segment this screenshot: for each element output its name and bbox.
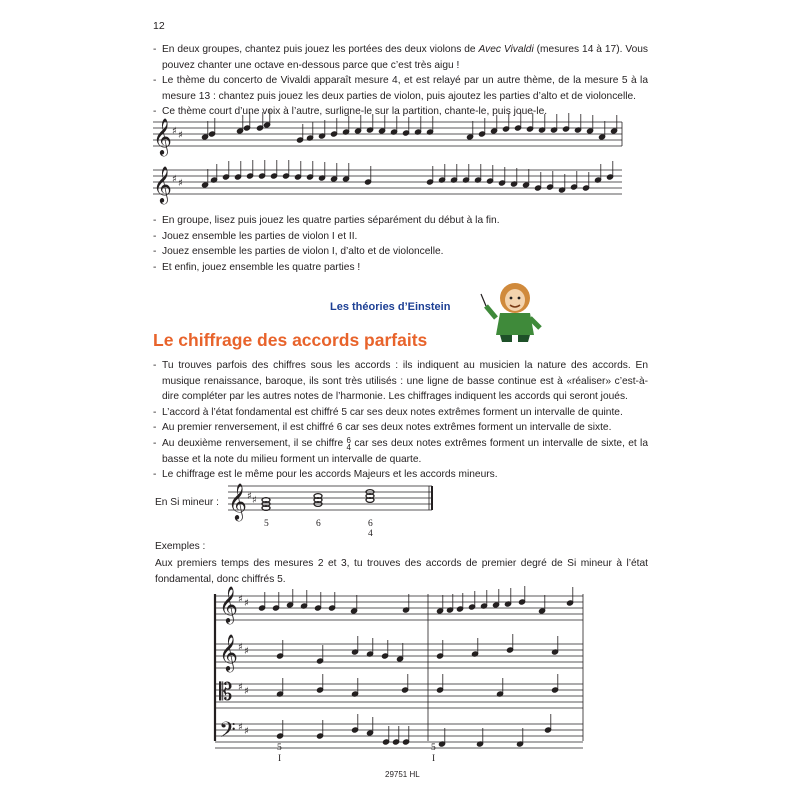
sharp-icon: ♯ — [244, 686, 249, 697]
bullet-text: - En groupe, lisez puis jouez les quatre parties séparément du début à la fin. — [162, 215, 500, 226]
bullet-text: - Le thème du concerto de Vivaldi apparaît mesure 4, et est relayé par un autre thème, de la mesure 5 à la — [162, 75, 648, 87]
bullet-text: - Et enfin, jouez ensemble les quatre parties ! — [162, 261, 361, 273]
body — [496, 313, 534, 335]
bullet-text: pouvez chanter une octave en-dessous parce que c’est très aigu ! — [162, 59, 460, 71]
sharp-icon: ♯ — [238, 682, 243, 693]
italic-title: Avec Vivaldi — [478, 44, 534, 55]
score-figure-number: 5 — [277, 743, 282, 753]
sharp-icon: ♯ — [244, 646, 249, 657]
treble-clef-icon: 𝄞 — [153, 165, 172, 203]
sharp-icon: ♯ — [244, 726, 249, 737]
fraction-bottom: 4 — [346, 442, 351, 452]
bullet-text: - Au premier renversement, il est chiffré 6 car ses deux notes extrêmes forment un intervalle de sixte. — [162, 422, 612, 434]
bass-clef-icon: 𝄢 — [219, 718, 236, 748]
fraction-top: 6 — [346, 435, 351, 445]
bullet-text: - Le chiffrage est le même pour les accords Majeurs et les accords mineurs. — [162, 469, 498, 481]
bullet-text: En deux groupes, chantez puis jouez les portées des deux violons de — [162, 44, 479, 55]
treble-clef-icon: 𝄞 — [153, 117, 172, 155]
section-title: Le chiffrage des accords parfaits — [153, 330, 428, 350]
footer-code: 29751 HL — [385, 770, 420, 779]
einstein-cartoon-icon — [481, 283, 540, 342]
chord-figure: 6 — [368, 519, 373, 529]
chord-figure: 5 — [264, 519, 269, 529]
treble-clef-icon: 𝄞 — [219, 585, 238, 623]
sharp-icon: ♯ — [252, 495, 257, 506]
bullet-text: - Jouez ensemble les parties de violon I et II. — [162, 230, 358, 242]
staff-score-lines — [215, 596, 583, 748]
bullet-text: dire compléter par les autres notes de l’harmonie. Les chiffrages indiquent les accords qui seront joués. — [162, 391, 628, 403]
alto-clef-icon: 𝄡 — [219, 678, 233, 706]
einstein-label: Les théories d’Einstein — [330, 301, 451, 313]
baton — [481, 294, 486, 306]
staff-1-lines — [153, 122, 622, 146]
bullet-text: - Jouez ensemble les parties de violon I, d’alto et de violoncelle. — [162, 246, 444, 258]
bullet-text: musique renaissance, baroque, ils sont très utilisés : une ligne de basse continue est à «réaliser» c’est-à- — [162, 375, 648, 387]
sharp-icon: ♯ — [172, 174, 177, 185]
bullet-text: car ses deux notes extrêmes forment un intervalle de sixte, et la — [351, 437, 648, 449]
sharp-icon: ♯ — [172, 126, 177, 137]
sharp-icon: ♯ — [238, 642, 243, 653]
chord-figure: 4 — [368, 529, 373, 539]
bullet-text: Au deuxième renversement, il se chiffre — [162, 437, 347, 449]
chord-figure: 6 — [316, 519, 321, 529]
clefs-group — [153, 117, 247, 748]
page-number: 12 — [153, 20, 165, 32]
sharp-icon: ♯ — [244, 598, 249, 609]
score-figure-roman: I — [432, 754, 436, 764]
score-structure — [215, 122, 622, 741]
score-figure-roman: I — [278, 754, 282, 764]
en-si-mineur-label: En Si mineur : — [155, 497, 219, 508]
bullet-text: basse et la note du milieu forment un intervalle de quarte. — [162, 453, 422, 465]
bullet-text: (mesures 14 à 17). Vous — [533, 44, 648, 55]
sharp-icon: ♯ — [247, 491, 252, 502]
exemples-label: Exemples : — [155, 541, 206, 552]
sharp-icon: ♯ — [238, 722, 243, 733]
paragraph-line: Aux premiers temps des mesures 2 et 3, tu trouves des accords de premier degré de Si mineur à l’état — [155, 558, 648, 569]
bullet-text: mesure 13 : chantez puis jouez les deux parties de violon, puis ajoutez les parties d’alto et de violoncelle. — [162, 90, 636, 102]
staff-2-lines — [153, 170, 622, 194]
score-figure-number: 5 — [431, 743, 436, 753]
staff-3-lines — [228, 486, 432, 510]
notes-group — [201, 109, 617, 747]
bullet-text: - Ce thème court d’une voix à l’autre, surligne-le sur la partition, chante-le, puis joue-le. — [162, 106, 548, 118]
sharp-icon: ♯ — [178, 178, 183, 189]
bullet-text: - Tu trouves parfois des chiffres sous les accords : ils indiquent au musicien la nature des accords. En — [162, 360, 648, 371]
paragraph-line: fondamental, donc chiffrés 5. — [155, 573, 286, 585]
bullet-text: - L’accord à l’état fondamental est chiffré 5 car ses deux notes extrêmes forment un intervalle de quinte. — [162, 406, 623, 418]
treble-clef-icon: 𝄞 — [228, 482, 247, 520]
treble-clef-icon: 𝄞 — [219, 633, 238, 671]
sharp-icon: ♯ — [238, 594, 243, 605]
sharp-icon: ♯ — [178, 130, 183, 141]
